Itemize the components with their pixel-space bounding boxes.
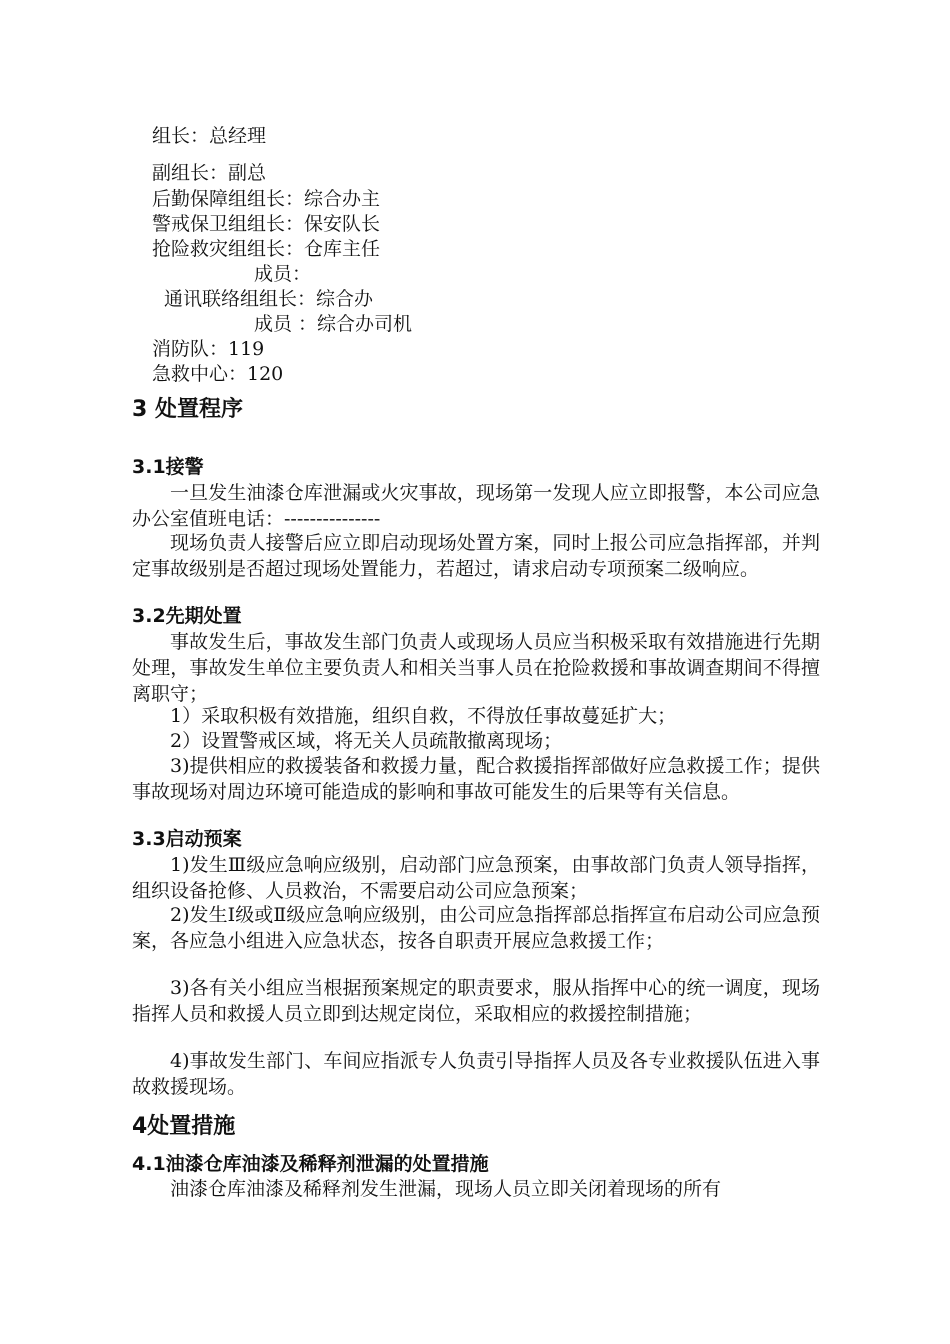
org-comms-members: 成员 ：综合办司机 bbox=[254, 313, 413, 335]
section3-2-para2: 1）采取积极有效措施，组织自救，不得放任事故蔓延扩大； bbox=[170, 705, 677, 727]
section4-1-para1: 油漆仓库油漆及稀释剂发生泄漏，现场人员立即关闭着现场的所有 bbox=[170, 1178, 722, 1200]
section3-2-para4: 3)提供相应的救援装备和救援力量，配合救援指挥部做好应急救援工作；提供事故现场对周边环境可能造成的影响和事故可能发生的后果等有关信息。 bbox=[132, 755, 820, 803]
org-logistics: 后勤保障组组长：综合办主 bbox=[152, 188, 381, 210]
org-leader: 组长：总经理 bbox=[152, 125, 267, 147]
org-ambulance: 急救中心：120 bbox=[152, 363, 284, 385]
section3-2-para1: 事故发生后，事故发生部门负责人或现场人员应当积极采取有效措施进行先期处理，事故发生单位主要负责人和相关当事人员在抢险救援和事故调查期间不得擅离职守； bbox=[132, 631, 820, 705]
section3-2-para3: 2）设置警戒区域，将无关人员疏散撤离现场； bbox=[170, 730, 563, 752]
section3-1-para2: 现场负责人接警后应立即启动现场处置方案，同时上报公司应急指挥部，并判定事故级别是否超过现场处置能力，若超过，请求启动专项预案二级响应。 bbox=[132, 532, 820, 580]
section4-heading: 4处置措施 bbox=[132, 1114, 236, 1139]
section3-3-para4: 4)事故发生部门、车间应指派专人负责引导指挥人员及各专业救援队伍进入事故救援现场。 bbox=[132, 1050, 820, 1098]
section3-3-para2: 2)发生Ⅰ级或Ⅱ级应急响应级别，由公司应急指挥部总指挥宣布启动公司应急预案，各应急小组进入应急状态，按各自职责开展应急救援工作； bbox=[132, 904, 820, 952]
section3-2-heading: 3.2先期处置 bbox=[132, 605, 242, 627]
section3-heading: 3 处置程序 bbox=[132, 397, 243, 422]
section3-3-para1: 1)发生Ⅲ级应急响应级别，启动部门应急预案，由事故部门负责人领导指挥，组织设备抢修、人员救治，不需要启动公司应急预案； bbox=[132, 854, 820, 902]
section3-3-para3: 3)各有关小组应当根据预案规定的职责要求，服从指挥中心的统一调度，现场指挥人员和救援人员立即到达规定岗位，采取相应的救援控制措施； bbox=[132, 977, 820, 1025]
org-rescue-members: 成员： bbox=[254, 263, 312, 285]
org-comms: 通讯联络组组长：综合办 bbox=[164, 288, 374, 310]
org-rescue: 抢险救灾组组长：仓库主任 bbox=[152, 238, 381, 260]
org-deputy: 副组长：副总 bbox=[152, 162, 267, 184]
org-security: 警戒保卫组组长：保安队长 bbox=[152, 213, 381, 235]
section4-1-heading: 4.1油漆仓库油漆及稀释剂泄漏的处置措施 bbox=[132, 1153, 489, 1175]
section3-1-heading: 3.1接警 bbox=[132, 456, 204, 478]
section3-3-heading: 3.3启动预案 bbox=[132, 828, 242, 850]
org-fire: 消防队：119 bbox=[152, 338, 265, 360]
section3-1-para1: 一旦发生油漆仓库泄漏或火灾事故，现场第一发现人应立即报警，本公司应急办公室值班电话：--------------- bbox=[132, 482, 820, 530]
